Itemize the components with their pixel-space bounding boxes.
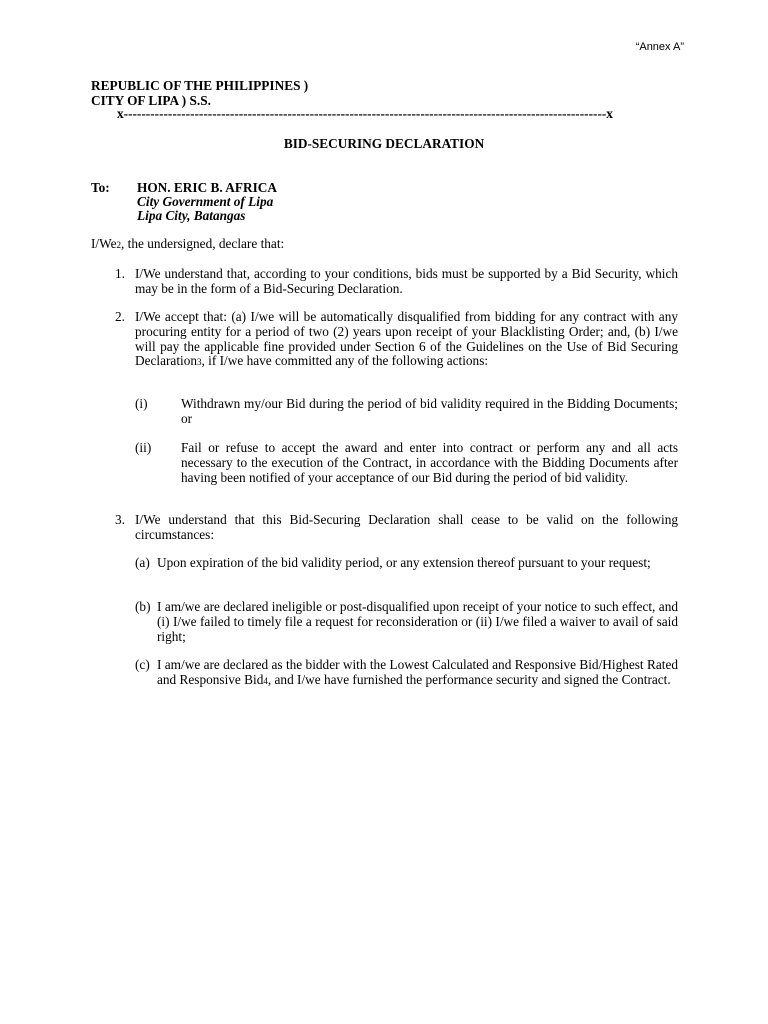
subitem-text: Withdrawn my/our Bid during the period of bid validity required in the Bidding Documents; or bbox=[181, 396, 678, 426]
list-item-1 bbox=[115, 267, 678, 297]
header-separator: x-------------------------------------------------------------------------------------------------------------x bbox=[117, 107, 613, 121]
footnote-ref-3: 3 bbox=[197, 357, 202, 368]
subitem-text-part: , and I/we have furnished the performance security and signed the Contract. bbox=[267, 671, 671, 687]
item-text-part: , if I/we have committed any of the following actions: bbox=[201, 353, 489, 369]
subitem-letter: (a) bbox=[135, 555, 150, 570]
subitem-letter: (b) bbox=[135, 599, 151, 614]
header-city: CITY OF LIPA ) S.S. bbox=[91, 93, 211, 108]
header-republic: REPUBLIC OF THE PHILIPPINES ) bbox=[91, 78, 309, 93]
addressee-name: HON. ERIC B. AFRICA bbox=[137, 180, 278, 195]
intro-rest: , the undersigned, declare that: bbox=[121, 236, 285, 251]
subitem-i bbox=[135, 397, 678, 427]
item-text bbox=[135, 310, 678, 369]
intro-prefix: I/We bbox=[91, 236, 117, 251]
subitem-text: Fail or refuse to accept the award and enter into contract or perform any and all acts necessary to the execution of the Contract, in accordance with the Bidding Documents after having been notified of your acceptance of our Bid during the period of bid validity. bbox=[181, 440, 678, 485]
footnote-ref-2: 2 bbox=[116, 240, 122, 250]
subitem-text-part: I am/we are declared as the bidder with the Lowest Calculated and Responsive Bid/Highest Rated and Responsive Bid bbox=[157, 657, 678, 687]
subitem-letter: (c) bbox=[135, 657, 150, 672]
item-number: 1. bbox=[115, 266, 125, 281]
intro-paragraph bbox=[91, 237, 284, 252]
subitem-text bbox=[157, 658, 678, 688]
subitem-c bbox=[135, 658, 678, 688]
addressee-location: Lipa City, Batangas bbox=[137, 208, 246, 223]
to-label: To: bbox=[91, 180, 110, 195]
list-item-3 bbox=[115, 513, 678, 543]
subitem-number: (i) bbox=[135, 396, 148, 411]
item-text: I/We understand that this Bid-Securing Declaration shall cease to be valid on the following circumstances: bbox=[135, 512, 678, 542]
list-item-2 bbox=[115, 310, 678, 369]
subitem-b bbox=[135, 600, 678, 644]
subitem-number: (ii) bbox=[135, 440, 152, 455]
addressee-org: City Government of Lipa bbox=[137, 194, 274, 209]
annex-label: “Annex A” bbox=[635, 41, 684, 53]
subitem-a bbox=[135, 556, 678, 571]
item-number: 2. bbox=[115, 309, 125, 324]
item-number: 3. bbox=[115, 512, 125, 527]
subitem-text: I am/we are declared ineligible or post-disqualified upon receipt of your notice to such effect, and (i) I/we failed to timely file a request for reconsideration or (ii) I/we filed a waiver to avail of said right; bbox=[157, 599, 678, 644]
footnote-ref-4: 4 bbox=[263, 675, 268, 686]
item-text: I/We understand that, according to your conditions, bids must be supported by a Bid Security, which may be in the form of a Bid-Securing Declaration. bbox=[135, 266, 678, 296]
document-title: BID-SECURING DECLARATION bbox=[283, 136, 485, 151]
subitem-text: Upon expiration of the bid validity period, or any extension thereof pursuant to your request; bbox=[157, 555, 651, 570]
subitem-ii bbox=[135, 441, 678, 485]
item-text-part: I/We accept that: (a) I/we will be automatically disqualified from bidding for any contract with any procuring entity for a period of two (2) years upon receipt of your Blacklisting Order; and, (b) I/we will pay the applicable fine provided under Section 6 of the Guidelines on the Use of Bid Securing Declaration bbox=[135, 309, 678, 369]
